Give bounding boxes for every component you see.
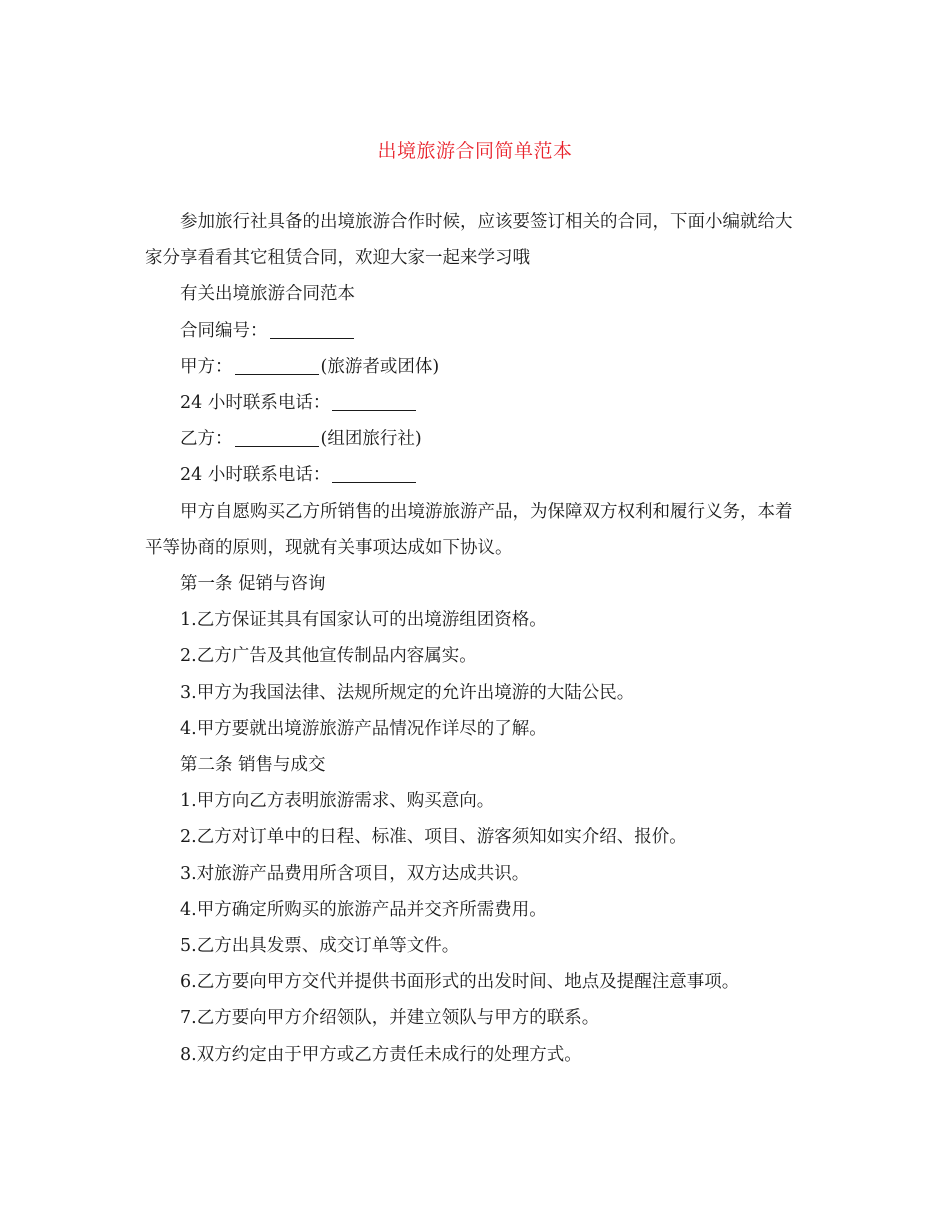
party-b-phone-label: 24 小时联系电话： — [180, 465, 331, 486]
article-1-item: 1.乙方保证其具有国家认可的出境游组团资格。 — [180, 610, 547, 631]
article-1-item: 4.甲方要就出境游旅游产品情况作详尽的了解。 — [180, 718, 547, 739]
party-b-phone-line — [145, 457, 805, 493]
intro-paragraph: 参加旅行社具备的出境旅游合作时候，应该要签订相关的合同，下面小编就给大家分享看看其它租赁合同，欢迎大家一起来学习哦 — [145, 212, 793, 269]
article-1-heading: 第一条 促销与咨询 — [180, 574, 326, 595]
contract-number-blank — [270, 319, 354, 339]
article-2-item: 8.双方约定由于甲方或乙方责任未成行的处理方式。 — [180, 1044, 582, 1065]
agreement-paragraph: 甲方自愿购买乙方所销售的出境游旅游产品，为保障双方权利和履行义务，本着平等协商的原则，现就有关事项达成如下协议。 — [145, 501, 793, 558]
article-2-item: 3.对旅游产品费用所含项目，双方达成共识。 — [180, 863, 530, 884]
article-2-item: 4.甲方确定所购买的旅游产品并交齐所需费用。 — [180, 899, 547, 920]
party-a-label: 甲方： — [180, 356, 233, 377]
party-a-phone-line — [145, 385, 805, 421]
party-b-label: 乙方： — [180, 429, 233, 450]
article-2-heading: 第二条 销售与成交 — [180, 755, 326, 776]
party-a-phone-label: 24 小时联系电话： — [180, 393, 331, 414]
article-1-item: 2.乙方广告及其他宣传制品内容属实。 — [180, 646, 477, 667]
contract-number-label: 合同编号： — [180, 320, 268, 341]
party-b-line — [145, 421, 805, 457]
party-a-blank — [235, 355, 319, 375]
article-2-item: 6.乙方要向甲方交代并提供书面形式的出发时间、地点及提醒注意事项。 — [180, 972, 740, 993]
party-a-note: (旅游者或团体) — [320, 356, 440, 377]
party-a-line — [145, 349, 805, 385]
document-title: 出境旅游合同简单范本 — [377, 140, 573, 162]
article-2-item: 1.甲方向乙方表明旅游需求、购买意向。 — [180, 791, 495, 812]
article-2-item: 5.乙方出具发票、成交订单等文件。 — [180, 936, 460, 957]
party-b-blank — [235, 427, 319, 447]
article-2-item: 7.乙方要向甲方介绍领队，并建立领队与甲方的联系。 — [180, 1008, 600, 1029]
article-1-item: 3.甲方为我国法律、法规所规定的允许出境游的大陆公民。 — [180, 682, 635, 703]
article-2-item: 2.乙方对订单中的日程、标准、项目、游客须知如实介绍、报价。 — [180, 827, 687, 848]
party-b-note: (组团旅行社) — [320, 429, 422, 450]
document-body — [145, 204, 805, 1073]
party-b-phone-blank — [332, 463, 416, 483]
party-a-phone-blank — [332, 391, 416, 411]
subtitle: 有关出境旅游合同范本 — [180, 284, 355, 305]
contract-number-line — [145, 313, 805, 349]
